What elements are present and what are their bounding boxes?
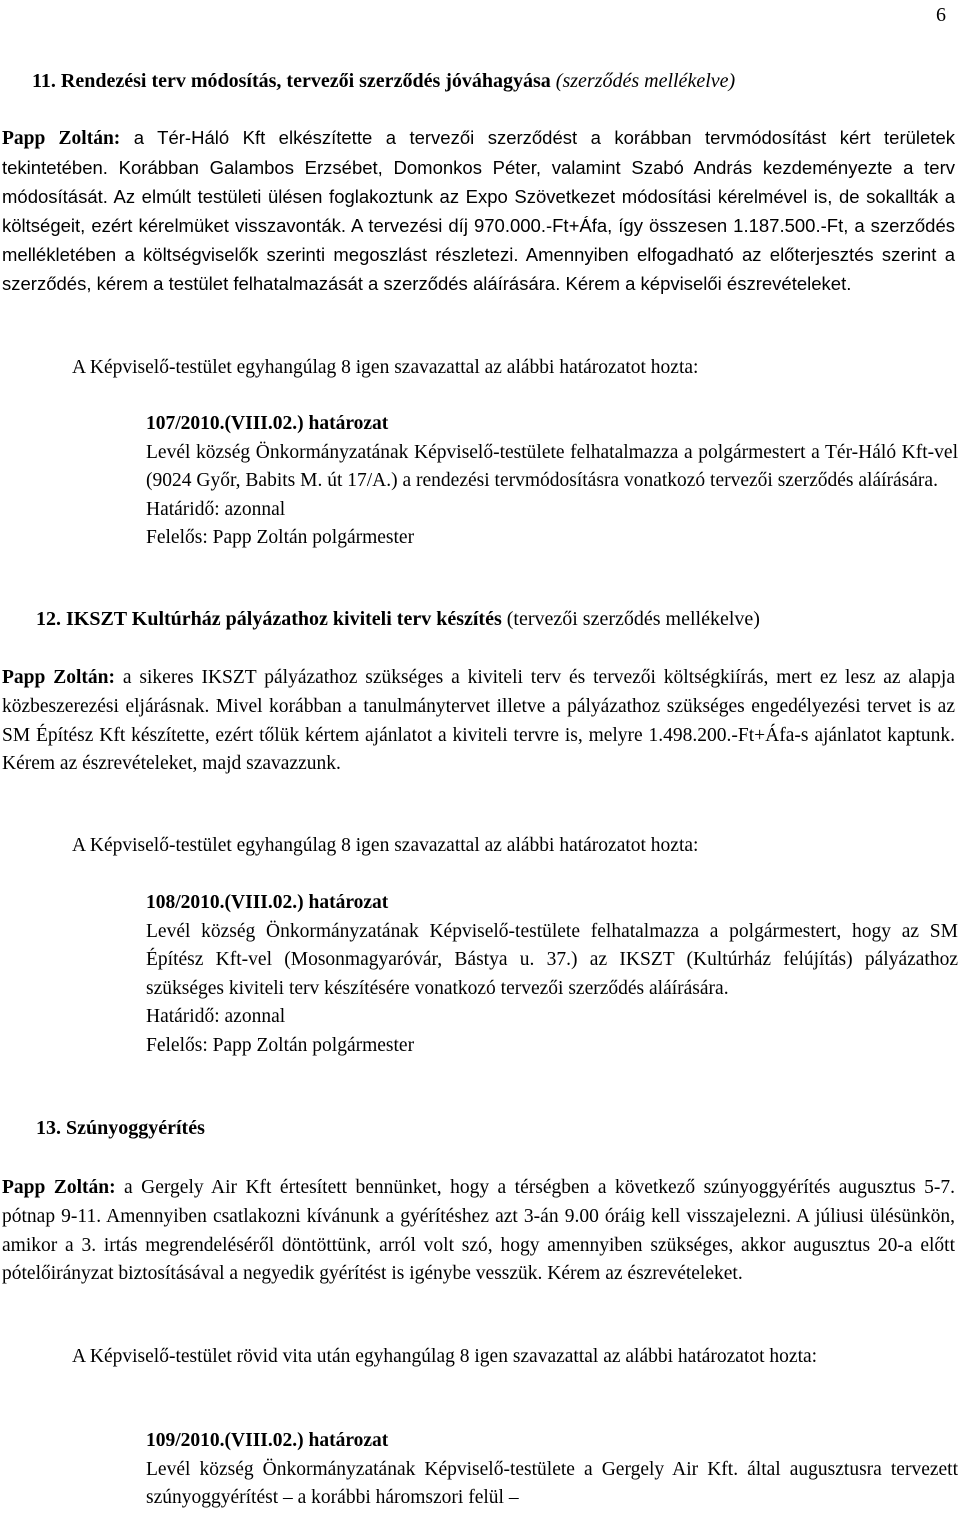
section-heading-12	[36, 608, 760, 631]
resolution-deadline: Határidő: azonnal	[146, 498, 286, 520]
resolution-number: 107/2010.(VIII.02.) határozat	[146, 413, 389, 434]
paragraph-text: a Tér-Háló Kft elkészítette a tervezői szerződést a korábban tervmódosítást kért területek tekintetében. Korábban Galambos Erzsébet, Domonkos Péter, valamint Szabó András kezdeményezte a terv módosítását. Az elmúlt testületi ülésen foglakoztunk az Expo Szövetkezet módosítási kérelmével is, de sokallták a költségeit, ezért kérelmüket visszavonták. A tervezési díj 970.000.-Ft+Áfa, így összesen 1.187.500.-Ft, a szerződés mellékletében a költségviselők szerinti megoszlást részletezi. Amennyiben elfogadható az előterjesztés szerint a szerződés, kérem a testület felhatalmazását a szerződés aláírására. Kérem a képviselői észrevételeket.	[2, 127, 955, 294]
resolution-107	[146, 410, 958, 553]
resolution-109	[146, 1427, 958, 1513]
resolution-text: Levél község Önkormányzatának Képviselő-testülete a Gergely Air Kft. által augusztusra tervezett szúnyoggyérítést – a korábbi háromszori felül –	[146, 1458, 958, 1508]
resolution-108	[146, 889, 958, 1060]
section-number: 12.	[36, 608, 61, 630]
resolution-text: Levél község Önkormányzatának Képviselő-testülete felhatalmazza a polgármestert, hogy az SM Építész Kft-vel (Mosonmagyaróvár, Bástya u. 37.) az IKSZT (Kultúrház felújítás) pályázathoz szükséges kiviteli terv készítésére vonatkozó tervezői szerződés aláírására.	[146, 920, 958, 999]
resolution-text: Levél község Önkormányzatának Képviselő-testülete felhatalmazza a polgármestert a Tér-Háló Kft-vel (9024 Győr, Babits M. út 17/A.) a rendezési tervmódosításra vonatkozó tervezői szerződés aláírására.	[146, 441, 958, 491]
section-heading-11	[32, 70, 735, 93]
section-title: IKSZT Kultúrház pályázathoz kiviteli terv készítés	[66, 608, 502, 630]
paragraph-11	[2, 123, 955, 298]
resolution-responsible: Felelős: Papp Zoltán polgármester	[146, 1034, 415, 1056]
section-number: 11.	[32, 70, 56, 92]
speaker-name: Papp Zoltán:	[2, 667, 115, 688]
resolution-number: 108/2010.(VIII.02.) határozat	[146, 892, 389, 913]
section-subtitle: (szerződés mellékelve)	[555, 70, 736, 92]
speaker-name: Papp Zoltán:	[2, 128, 121, 149]
paragraph-13	[2, 1174, 955, 1289]
section-subtitle: (tervezői szerződés mellékelve)	[506, 608, 760, 630]
resolution-responsible: Felelős: Papp Zoltán polgármester	[146, 527, 415, 548]
section-title: Szúnyoggyérítés	[66, 1117, 205, 1139]
section-title: Rendezési terv módosítás, tervezői szerződés jóváhagyása	[60, 70, 551, 92]
paragraph-12	[2, 664, 955, 779]
resolution-deadline: Határidő: azonnal	[146, 1006, 286, 1027]
speaker-name: Papp Zoltán:	[2, 1177, 116, 1198]
section-heading-13	[36, 1117, 205, 1140]
page-number: 6	[936, 4, 946, 26]
resolution-number: 109/2010.(VIII.02.) határozat	[146, 1430, 389, 1451]
section-number: 13.	[36, 1117, 61, 1139]
paragraph-text: a Gergely Air Kft értesített bennünket, hogy a térségben a következő szúnyoggyérítés augusztus 5-7. pótnap 9-11. Amennyiben csatlakozni kívánunk a gyérítéshez azt 3-án 9.00 óráig kell visszajelezni. A júliusi ülésünkön, amikor a 3. irtás megrendeléséről döntöttünk, arról volt szó, hogy amennyiben szükséges, akkor augusztus 20-a előtt pótelőirányzat biztosításával a negyedik gyérítést is igénybe vesszük. Kérem az észrevételeket.	[2, 1177, 955, 1285]
paragraph-text: a sikeres IKSZT pályázathoz szükséges a kiviteli terv és tervezői költségkiírás, mert ez lesz az alapja közbeszerezési eljárásnak. Mivel korábban a tanulmánytervet illetve a pályázathoz szükséges engedélyezési tervet is az SM Építész Kft készítette, ezért tőlük kértem ajánlatot a kiviteli tervre is, melyre 1.498.200.-Ft+Áfa-s ajánlatot kaptunk. Kérem az észrevételeket, majd szavazzunk.	[2, 667, 955, 775]
vote-statement-13: A Képviselő-testület rövid vita után egyhangúlag 8 igen szavazattal az alábbi határozatot hozta:	[72, 1346, 818, 1367]
vote-statement-12: A Képviselő-testület egyhangúlag 8 igen szavazattal az alábbi határozatot hozta:	[72, 835, 699, 856]
vote-statement-11: A Képviselő-testület egyhangúlag 8 igen szavazattal az alábbi határozatot hozta:	[72, 357, 699, 378]
